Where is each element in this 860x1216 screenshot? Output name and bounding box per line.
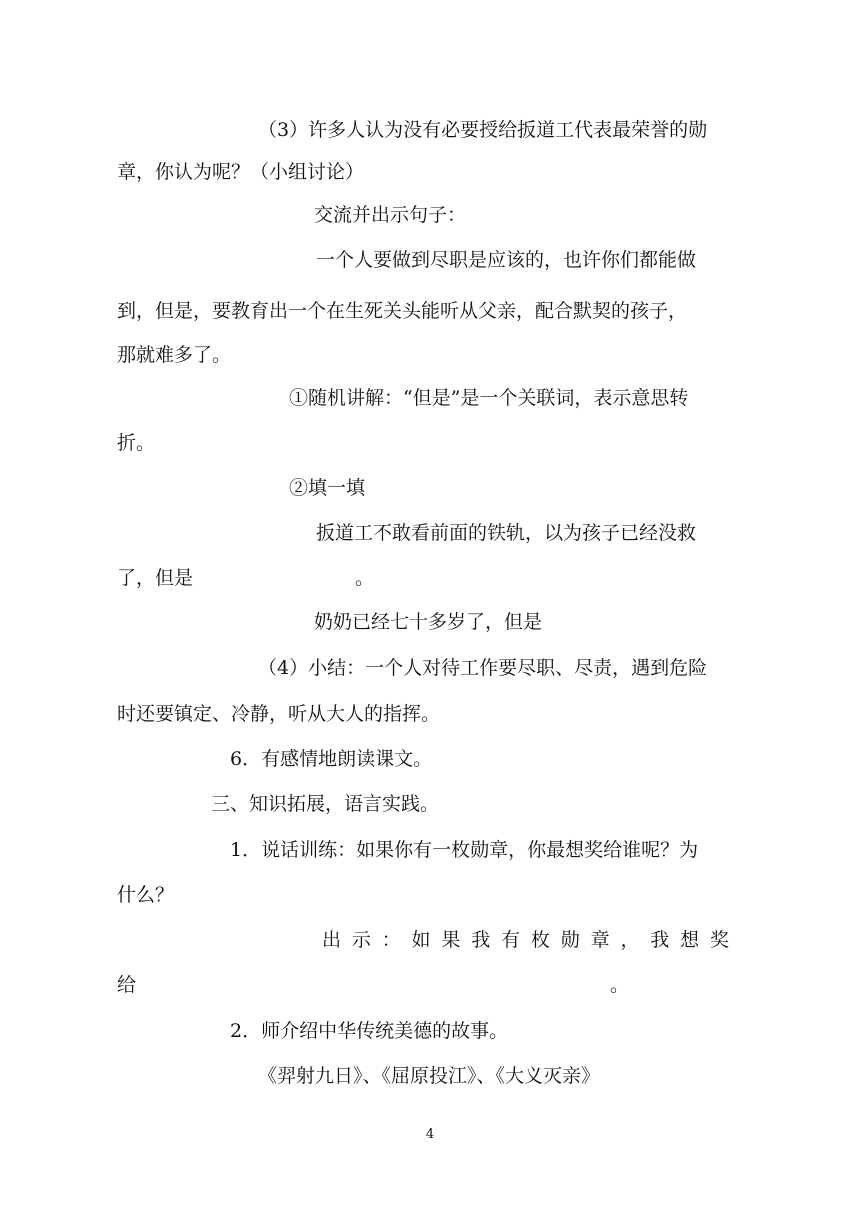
show-line-2 — [117, 971, 629, 999]
step-6: 6．有感情地朗读课文。 — [230, 748, 433, 770]
summary-line-1: （4）小结：一个人对待工作要尽职、尽责，遇到危险 — [258, 657, 708, 679]
speaking-line-2: 什么？ — [117, 884, 175, 906]
fill-item-2: 奶奶已经七十多岁了，但是 — [314, 611, 543, 633]
explain-line-2: 折。 — [117, 432, 156, 454]
quote-line-3: 那就难多了。 — [117, 344, 232, 366]
question-3-line-2: 章，你认为呢？（小组讨论） — [117, 161, 365, 183]
show-line-1: 出 示 ： 如 果 我 有 枚 勋 章 ， 我 想 奖 — [322, 929, 729, 951]
section-3-heading: 三、知识拓展，语言实践。 — [211, 793, 440, 815]
show-line-2-start: 给 — [117, 974, 137, 996]
explain-line-1: ①随机讲解：“但是”是一个关联词，表示意思转 — [289, 387, 689, 409]
story-titles: 《羿射九日》、《屈原投江》、《大义灭亲》 — [258, 1065, 601, 1087]
fill-item-1-line-1: 扳道工不敢看前面的铁轨，以为孩子已经没救 — [316, 522, 697, 544]
quote-line-2: 到，但是，要教育出一个在生死关头能听从父亲，配合默契的孩子， — [117, 300, 688, 322]
page-number: 4 — [425, 1127, 435, 1142]
quote-line-1: 一个人要做到尽职是应该的，也许你们都能做 — [316, 249, 697, 271]
fill-item-1-end: 。 — [355, 567, 375, 589]
summary-line-2: 时还要镇定、冷静，听从大人的指挥。 — [117, 703, 441, 725]
speaking-line-1: 1．说话训练：如果你有一枚勋章，你最想奖给谁呢？为 — [230, 839, 699, 861]
exchange-intro: 交流并出示句子： — [314, 204, 467, 226]
fill-item-1-text: 了，但是 — [117, 567, 194, 589]
step-2: 2．师介绍中华传统美德的故事。 — [230, 1020, 509, 1042]
fill-item-1-line-2 — [117, 564, 374, 592]
question-3-line-1: （3）许多人认为没有必要授给扳道工代表最荣誉的勋 — [258, 119, 708, 141]
fill-heading: ②填一填 — [289, 477, 366, 499]
show-line-2-end: 。 — [610, 974, 630, 996]
